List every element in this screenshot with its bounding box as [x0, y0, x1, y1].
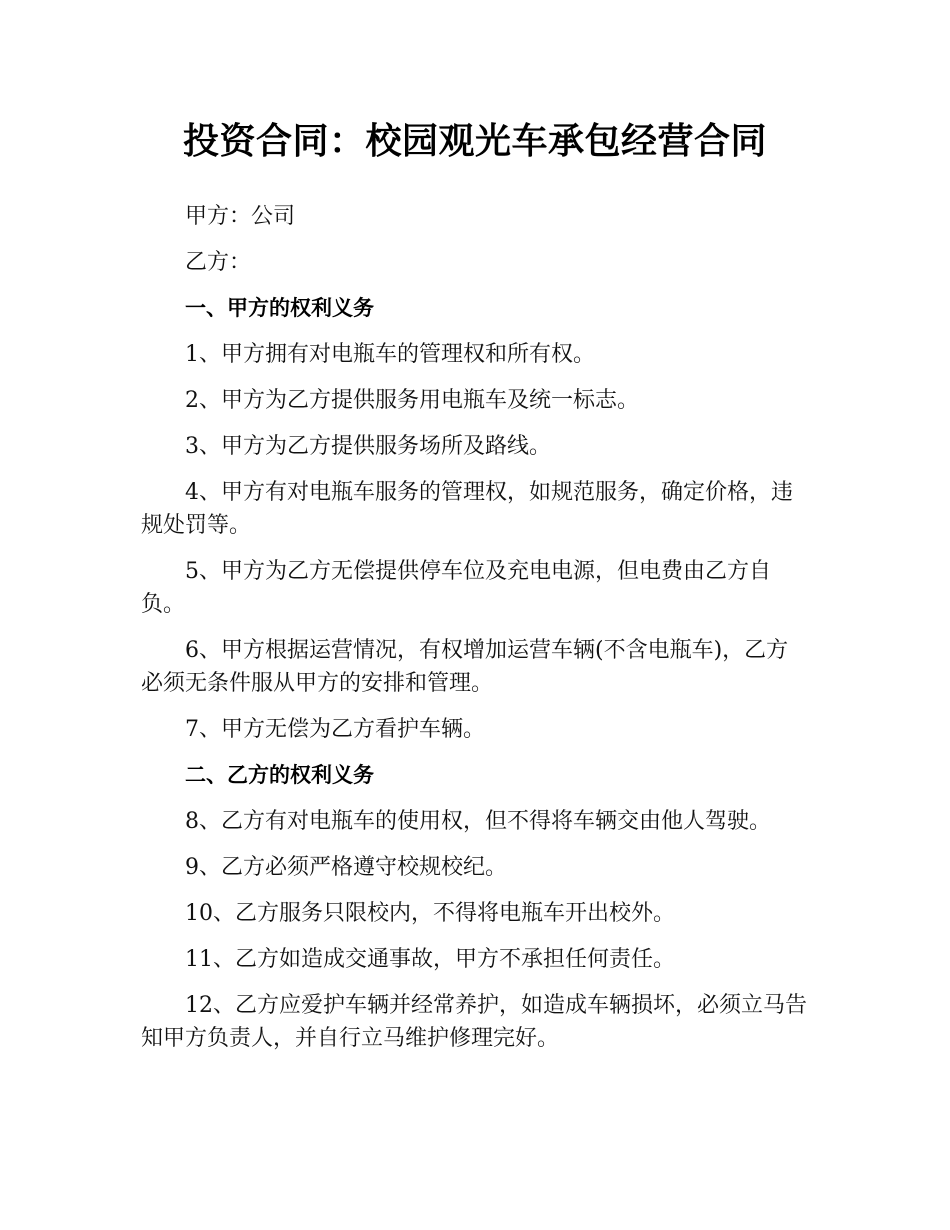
clause-6: 6、甲方根据运营情况，有权增加运营车辆(不含电瓶车)，乙方必须无条件服从甲方的安排和管理。: [141, 638, 789, 696]
clause-5: 5、甲方为乙方无偿提供停车位及充电电源，但电费由乙方自负。: [141, 559, 771, 617]
clause-3: 3、甲方为乙方提供服务场所及路线。: [185, 434, 551, 459]
clause-8: 8、乙方有对电瓶车的使用权，但不得将车辆交由他人驾驶。: [185, 809, 771, 834]
section-heading-party-a-rights: 一、甲方的权利义务: [185, 296, 374, 320]
clause-7: 7、甲方无偿为乙方看护车辆。: [185, 717, 485, 742]
clause-11: 11、乙方如造成交通事故，甲方不承担任何责任。: [185, 947, 675, 972]
clause-2: 2、甲方为乙方提供服务用电瓶车及统一标志。: [185, 388, 639, 413]
party-a-line: 甲方：公司: [185, 204, 296, 229]
clause-4: 4、甲方有对电瓶车服务的管理权，如规范服务，确定价格，违规处罚等。: [141, 480, 793, 538]
clause-9: 9、乙方必须严格遵守校规校纪。: [185, 855, 507, 880]
clause-10: 10、乙方服务只限校内，不得将电瓶车开出校外。: [185, 901, 675, 926]
document-title: 投资合同：校园观光车承包经营合同: [182, 121, 767, 162]
document-body: [141, 200, 809, 1068]
clause-12: 12、乙方应爱护车辆并经常养护，如造成车辆损坏，必须立马告知甲方负责人，并自行立马维护修理完好。: [141, 993, 807, 1051]
section-heading-party-b-rights: 二、乙方的权利义务: [185, 763, 374, 787]
party-b-line: 乙方：: [185, 250, 252, 275]
clause-1: 1、甲方拥有对电瓶车的管理权和所有权。: [185, 342, 595, 367]
